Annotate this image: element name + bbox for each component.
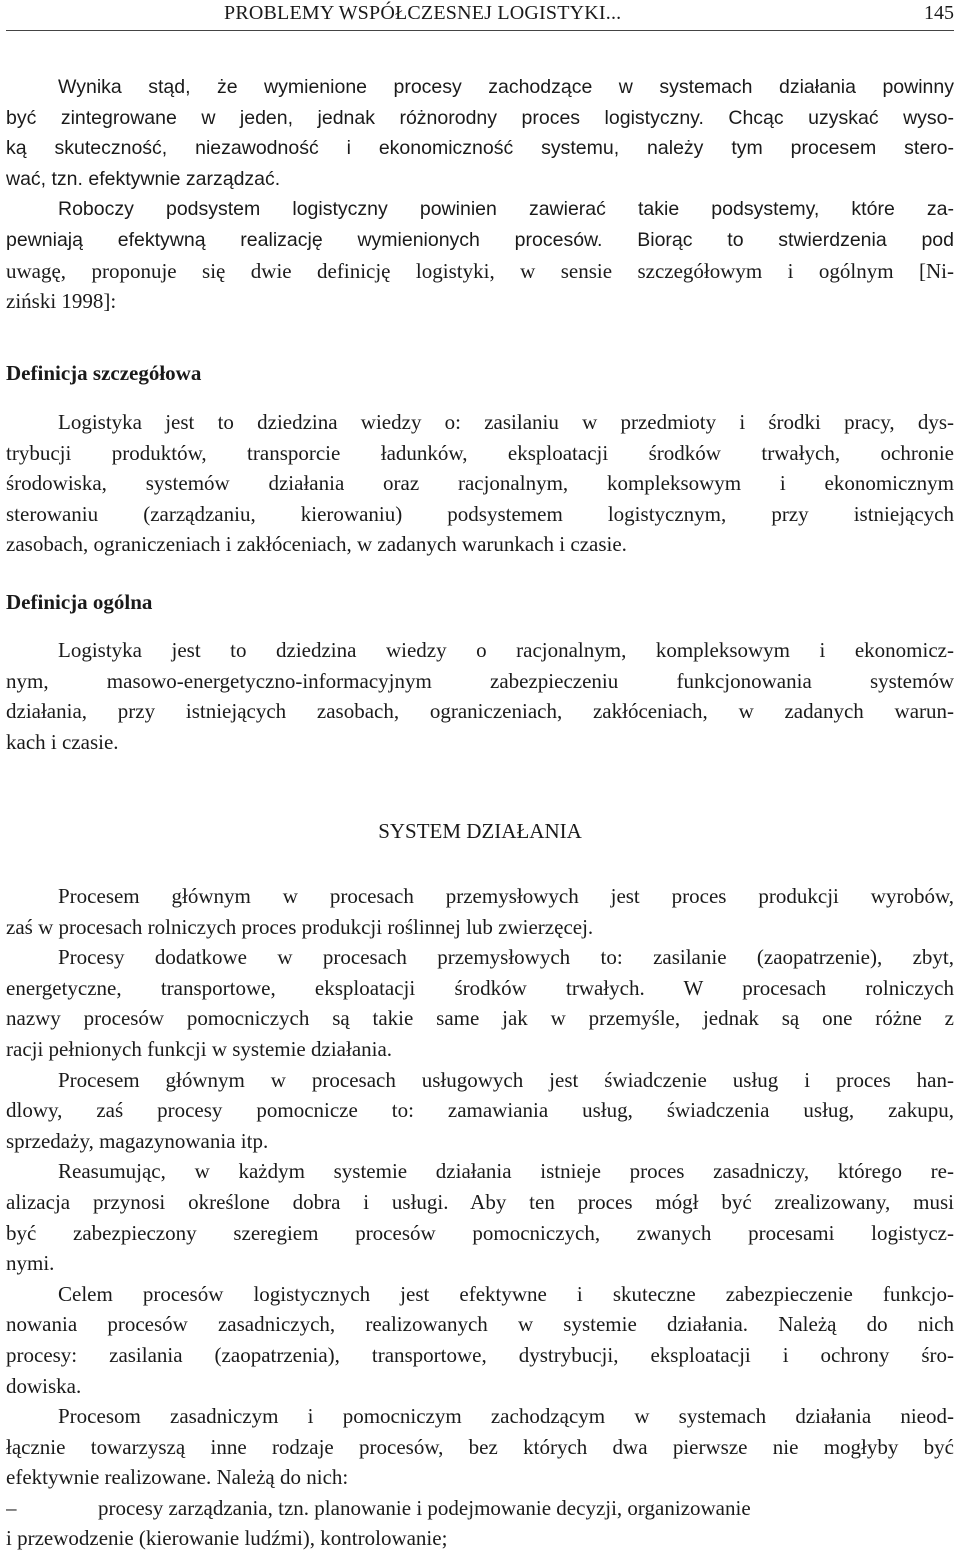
text-line: Logistyka jest to dziedzina wiedzy o racjonalnym, kompleksowym i ekonomicz- bbox=[58, 638, 954, 662]
text-line: działania, przy istniejących zasobach, ograniczeniach, zakłóceniach, w zadanych warun- bbox=[6, 699, 954, 724]
text-line: dowiska. bbox=[6, 1373, 82, 1398]
dash-bullet: – bbox=[6, 1495, 17, 1520]
text-line: procesy: zasilania (zaopatrzenia), transportowe, dystrybucji, eksploatacji i ochrony śro- bbox=[6, 1342, 954, 1367]
heading-definicja-ogolna: Definicja ogólna bbox=[6, 590, 153, 614]
text-line: Logistyka jest to dziedzina wiedzy o: zasilaniu w przedmioty i środki pracy, dys- bbox=[58, 410, 954, 434]
heading-definicja-szczegolowa: Definicja szczegółowa bbox=[6, 361, 202, 385]
text-line: środowiska, systemów działania oraz racjonalnym, kompleksowym i ekonomicznym bbox=[6, 471, 954, 496]
text-line: Procesem głównym w procesach przemysłowych jest proces produkcji wyrobów, bbox=[58, 884, 954, 908]
text-line: być zintegrowane w jeden, jednak różnorodny proces logistyczny. Chcąc uzyskać wyso- bbox=[6, 106, 954, 129]
bullet-item bbox=[6, 1493, 954, 1524]
text-line: łącznie towarzyszą inne rodzaje procesów, bez których dwa pierwsze nie mogłyby być bbox=[6, 1434, 954, 1459]
text-line: Celem procesów logistycznych jest efektywne i skuteczne zabezpieczenie funkcjo- bbox=[58, 1281, 954, 1306]
text-line: zaś w procesach rolniczych proces produkcji roślinnej lub zwierzęcej. bbox=[6, 914, 594, 939]
text-line: dlowy, zaś procesy pomocnicze to: zamawiania usług, świadczenia usług, zakupu, bbox=[6, 1098, 954, 1123]
intro-paragraphs bbox=[6, 72, 954, 317]
bullet-continuation: i przewodzenie (kierowanie ludźmi), kontrolowanie; bbox=[6, 1526, 448, 1551]
bullet-text: procesy zarządzania, tzn. planowanie i podejmowanie decyzji, organizowanie bbox=[98, 1495, 751, 1520]
running-header bbox=[6, 0, 954, 31]
text-line: nazwy procesów pomocniczych są takie same jak w przemyśle, jednak są one różne z bbox=[6, 1006, 954, 1031]
text-line: być zabezpieczony szeregiem procesów pomocniczych, zwanych procesami logistycz- bbox=[6, 1220, 954, 1245]
text-line: Wynika stąd, że wymienione procesy zachodzące w systemach działania powinny bbox=[58, 76, 954, 98]
section-title-system-dzialania: SYSTEM DZIAŁANIA bbox=[378, 819, 582, 843]
text-line: zasobach, ograniczeniach i zakłóceniach, w zadanych warunkach i czasie. bbox=[6, 532, 627, 557]
text-line: Reasumując, w każdym systemie działania istnieje proces zasadniczy, którego re- bbox=[58, 1159, 954, 1184]
system-section-text bbox=[6, 881, 954, 1554]
text-line: alizacja przynosi określone dobra i usługi. Aby ten proces mógł być zrealizowany, musi bbox=[6, 1189, 954, 1214]
text-line: wać, tzn. efektywnie zarządzać. bbox=[6, 167, 281, 190]
text-line: sterowaniu (zarządzaniu, kierowaniu) podsystemem logistycznym, przy istniejących bbox=[6, 501, 954, 526]
text-line: sprzedaży, magazynowania itp. bbox=[6, 1128, 269, 1153]
text-line: ziński 1998]: bbox=[6, 289, 117, 314]
page-number: 145 bbox=[924, 2, 954, 24]
text-line: nym, masowo-energetyczno-informacyjnym zabezpieczeniu funkcjonowania systemów bbox=[6, 668, 954, 693]
text-line: nowania procesów zasadniczych, realizowanych w systemie działania. Należą do nich bbox=[6, 1312, 954, 1337]
text-line: nymi. bbox=[6, 1251, 55, 1276]
running-title: PROBLEMY WSPÓŁCZESNEJ LOGISTYKI... bbox=[224, 2, 622, 24]
text-line: ką skuteczność, niezawodność i ekonomiczność systemu, należy tym procesem stero- bbox=[6, 137, 954, 160]
text-line: racji pełnionych funkcji w systemie działania. bbox=[6, 1036, 393, 1061]
text-line: energetyczne, transportowe, eksploatacji środków trwałych. W procesach rolniczych bbox=[6, 975, 954, 1000]
definition-general-text bbox=[6, 635, 954, 757]
text-line: Procesy dodatkowe w procesach przemysłowych to: zasilanie (zaopatrzenie), zbyt, bbox=[58, 945, 954, 970]
text-line: efektywnie realizowane. Należą do nich: bbox=[6, 1465, 349, 1490]
text-line: Procesom zasadniczym i pomocniczym zachodzącym w systemach działania nieod- bbox=[58, 1404, 954, 1429]
text-line: uwagę, proponuje się dwie definicję logistyki, w sensie szczegółowym i ogólnym [Ni- bbox=[6, 258, 954, 283]
text-line: pewniają efektywną realizację wymienionych procesów. Biorąc to stwierdzenia pod bbox=[6, 228, 954, 251]
text-line: Procesem głównym w procesach usługowych jest świadczenie usług i proces han- bbox=[58, 1067, 954, 1092]
text-line: trybucji produktów, transporcie ładunków, eksploatacji środków trwałych, ochronie bbox=[6, 440, 954, 465]
definition-detailed-text bbox=[6, 407, 954, 560]
text-line: Roboczy podsystem logistyczny powinien zawierać takie podsystemy, które za- bbox=[58, 198, 954, 221]
text-line: kach i czasie. bbox=[6, 729, 119, 754]
